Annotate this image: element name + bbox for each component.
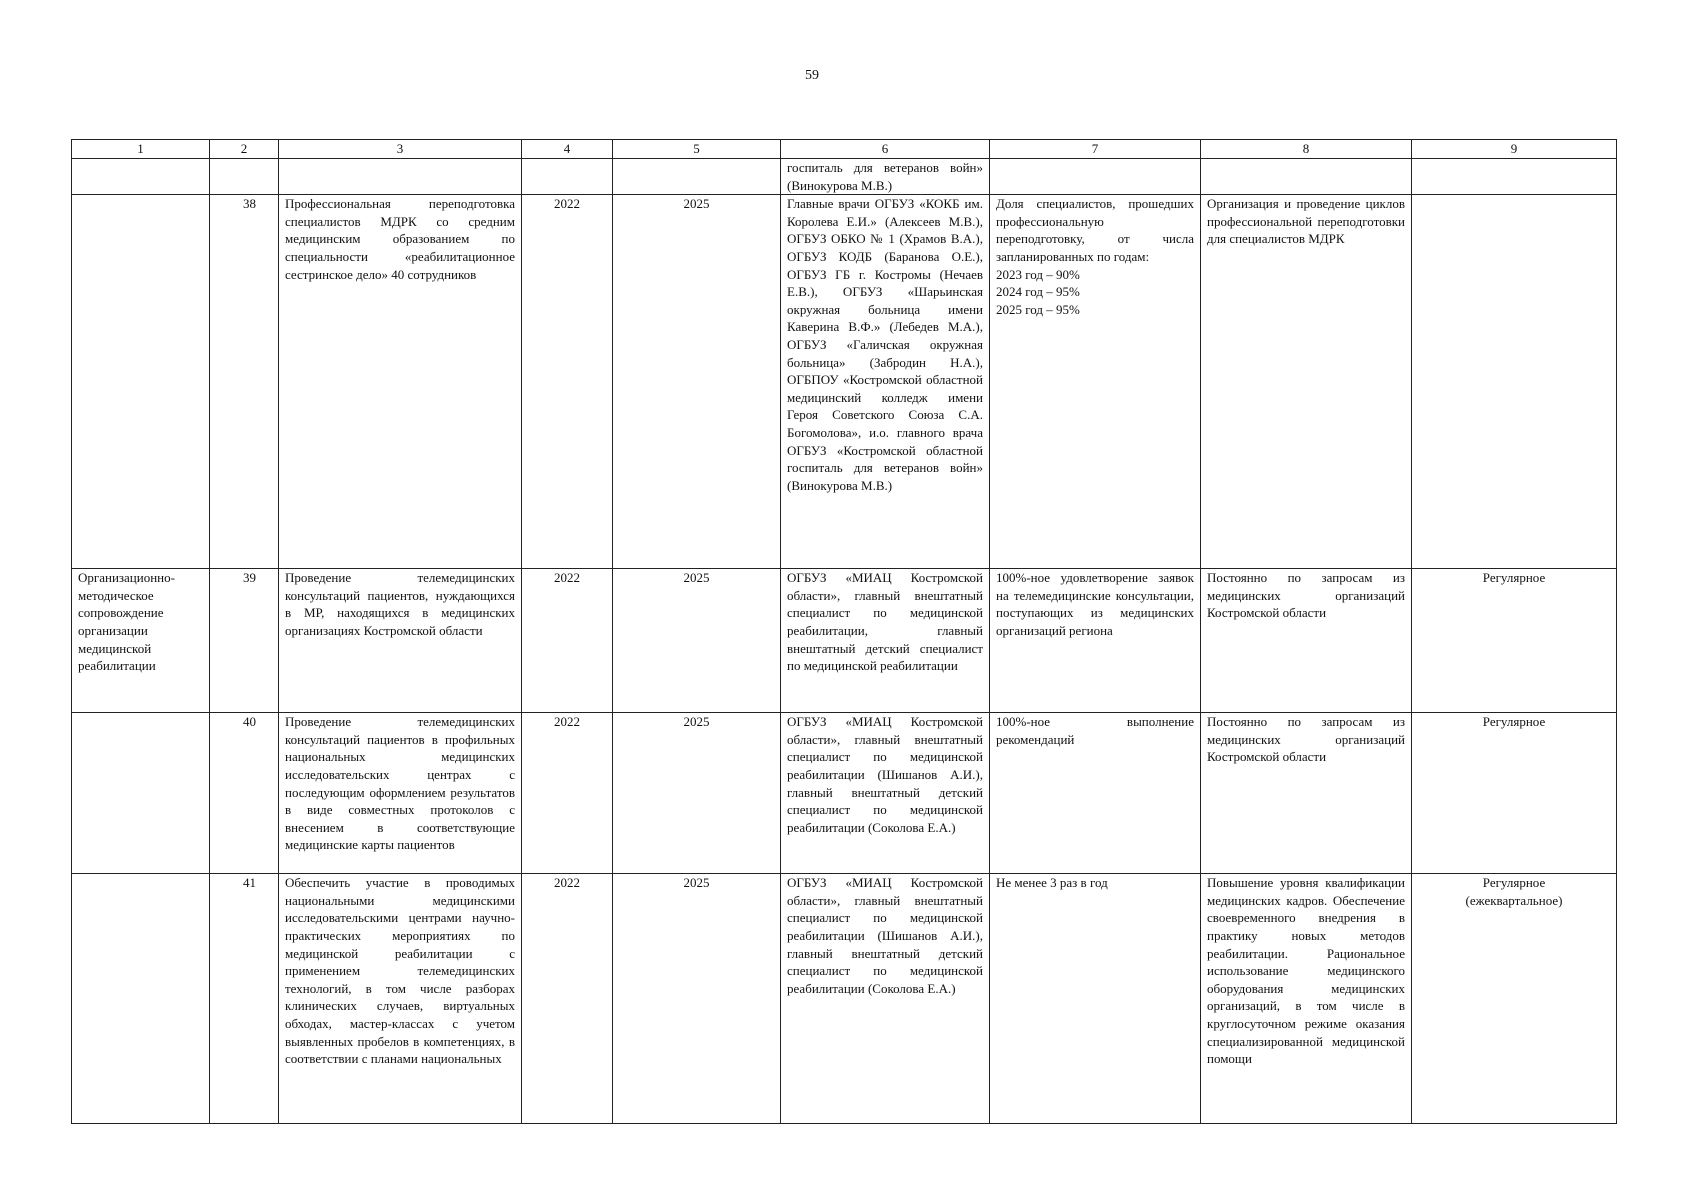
column-header: 6 [781,140,990,159]
activity-cell: Обеспечить участие в проводимых национальными медицинскими исследовательскими центрами научно-практических мероприятиях по медицинской реабилитации с применением телемедицинских технологий, в том числе разборах клинических случаев, виртуальных обходах, мастер-классах с учетом выявленных пробелов в компетенциях, в соответствии с планами национальных [279,874,522,1124]
table-row [72,195,1617,569]
result-cell: Организация и проведение циклов профессиональной переподготовки для специалистов МДРК [1201,195,1412,569]
regularity-cell: Регулярное [1412,713,1617,874]
item-number-cell: 39 [210,569,279,713]
section-cell [72,874,210,1124]
responsible-cell: ОГБУЗ «МИАЦ Костромской области», главный внештатный специалист по медицинской реабилитации (Шишанов А.И.), главный внештатный детский специалист по медицинской реабилитации (Соколова Е.А.) [781,874,990,1124]
section-cell: Организационно-методическое сопровождение организации медицинской реабилитации [72,569,210,713]
indicator-cell: Не менее 3 раз в год [990,874,1201,1124]
start-year-cell: 2022 [522,569,613,713]
column-header: 4 [522,140,613,159]
plan-table [71,139,1617,1124]
responsible-cell: ОГБУЗ «МИАЦ Костромской области», главный внештатный специалист по медицинской реабилитации (Шишанов А.И.), главный внештатный детский специалист по медицинской реабилитации (Соколова Е.А.) [781,713,990,874]
result-cell: Повышение уровня квалификации медицинских кадров. Обеспечение своевременного внедрения в практику новых методов реабилитации. Рациональное использование медицинского оборудования медицинских организаций, в том числе в круглосуточном режиме оказания специализированной медицинской помощи [1201,874,1412,1124]
column-header: 2 [210,140,279,159]
column-header: 1 [72,140,210,159]
regularity-cell [1412,195,1617,569]
indicator-cell: 100%-ное удовлетворение заявок на телемедицинские консультации, поступающих из медицинских организаций региона [990,569,1201,713]
regularity-cell [1412,874,1617,1124]
item-number-cell: 40 [210,713,279,874]
table-row [72,569,1617,713]
indicator-line: 2025 год – 95% [996,301,1080,317]
regularity-cell [1412,159,1617,195]
responsible-cell: ОГБУЗ «МИАЦ Костромской области», главный внештатный специалист по медицинской реабилитации, главный внештатный детский специалист по медицинской реабилитации [781,569,990,713]
activity-cell: Проведение телемедицинских консультаций пациентов в профильных национальных медицинских исследовательских центрах с последующим оформлением результатов в виде совместных протоколов с внесением в соответствующие медицинские карты пациентов [279,713,522,874]
indicator-cell [990,195,1201,569]
table-row [72,713,1617,874]
end-year-cell: 2025 [613,569,781,713]
regularity-line: Регулярное [1482,875,1546,891]
indicator-cell: 100%-ное выполнение рекомендаций [990,713,1201,874]
indicator-line: Доля специалистов, прошедших профессиональную переподготовку, от числа запланированных по годам: [996,196,1194,264]
start-year-cell: 2022 [522,874,613,1124]
table-row [72,159,1617,195]
column-header: 9 [1412,140,1617,159]
regularity-line: (ежеквартальное) [1465,892,1563,908]
indicator-line: 2024 год – 95% [996,284,1080,300]
item-number-cell: 38 [210,195,279,569]
column-header: 8 [1201,140,1412,159]
end-year-cell: 2025 [613,874,781,1124]
activity-cell [279,159,522,195]
item-number-cell: 41 [210,874,279,1124]
responsible-cell: госпиталь для ветеранов войн» (Винокурова М.В.) [781,159,990,195]
section-cell [72,713,210,874]
indicator-cell [990,159,1201,195]
column-header: 5 [613,140,781,159]
start-year-cell: 2022 [522,713,613,874]
activity-cell: Профессиональная переподготовка специалистов МДРК со средним медицинским образованием по специальности «реабилитационное сестринское дело» 40 сотрудников [279,195,522,569]
result-cell: Постоянно по запросам из медицинских организаций Костромской области [1201,569,1412,713]
indicator-line: 2023 год – 90% [996,266,1080,282]
start-year-cell: 2022 [522,195,613,569]
section-cell [72,159,210,195]
page-number: 59 [805,68,819,83]
section-cell [72,195,210,569]
result-cell: Постоянно по запросам из медицинских организаций Костромской области [1201,713,1412,874]
end-year-cell [613,159,781,195]
item-number-cell [210,159,279,195]
header-row [72,140,1617,159]
column-header: 3 [279,140,522,159]
result-cell [1201,159,1412,195]
end-year-cell: 2025 [613,195,781,569]
responsible-cell: Главные врачи ОГБУЗ «КОКБ им. Королева Е.И.» (Алексеев М.В.), ОГБУЗ ОБКО № 1 (Храмов В.А.), ОГБУЗ КОДБ (Баранова О.Е.), ОГБУЗ ГБ г. Костромы (Нечаев Е.В.), ОГБУЗ «Шарьинская окружная больница имени Каверина В.Ф.» (Лебедев М.А.), ОГБУЗ «Галичская окружная больница» (Забродин Н.А.), ОГБПОУ «Костромской областной медицинский колледж имени Героя Советского Союза С.А. Богомолова», и.о. главного врача ОГБУЗ «Костромской областной госпиталь для ветеранов войн» (Винокурова М.В.) [781,195,990,569]
regularity-cell: Регулярное [1412,569,1617,713]
end-year-cell: 2025 [613,713,781,874]
activity-cell: Проведение телемедицинских консультаций пациентов, нуждающихся в МР, находящихся в медицинских организациях Костромской области [279,569,522,713]
start-year-cell [522,159,613,195]
column-header: 7 [990,140,1201,159]
table-row [72,874,1617,1124]
